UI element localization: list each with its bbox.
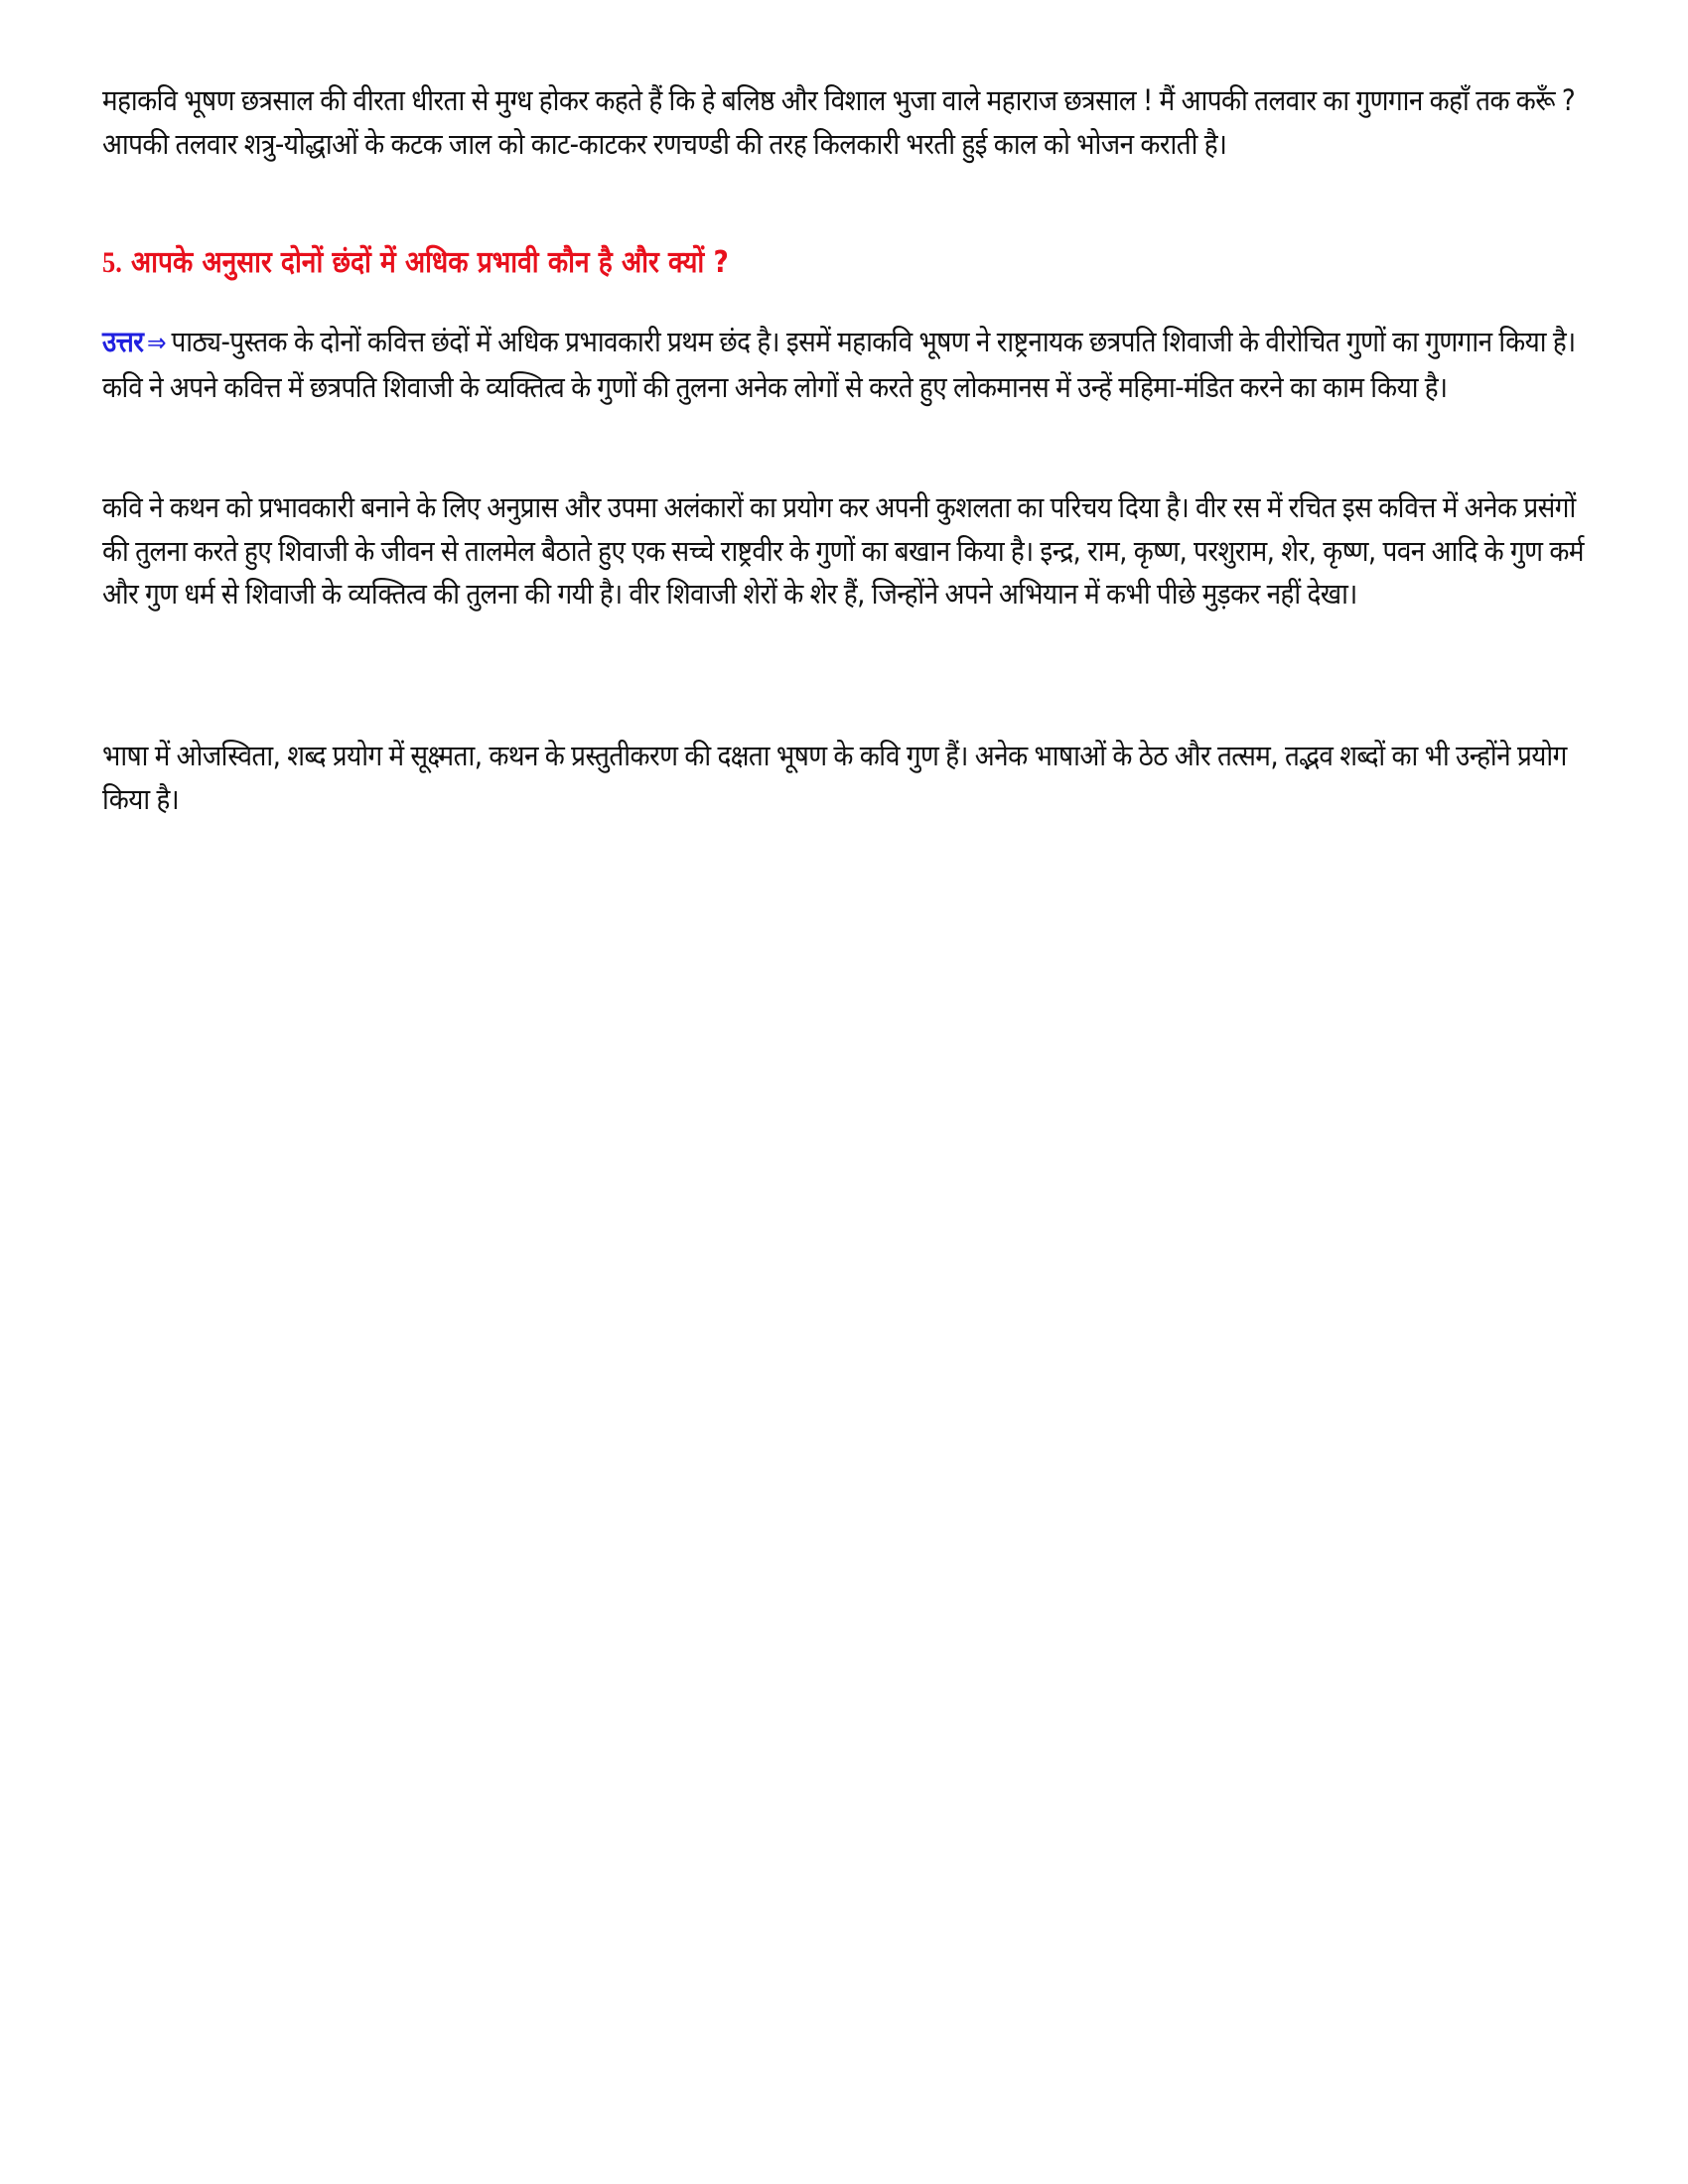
intro-paragraph: महाकवि भूषण छत्रसाल की वीरता धीरता से मुग्ध होकर कहते हैं कि हे बलिष्ठ और विशाल भुजा वाले महाराज छत्रसाल ! मैं आपकी तलवार का गुणगान कहाँ तक करूँ ? आपकी तलवार शत्रु-योद्धाओं के कटक जाल को काट-काटकर रणचण्डी की तरह किलकारी भरती हुई काल को भोजन कराती है। <box>102 83 1576 161</box>
answer-paragraph-3: भाषा में ओजस्विता, शब्द प्रयोग में सूक्ष्मता, कथन के प्रस्तुतीकरण की दक्षता भूषण के कवि गुण हैं। अनेक भाषाओं के ठेठ और तत्सम, तद्भव शब्दों का भी उन्होंने प्रयोग किया है। <box>102 739 1567 816</box>
question-text: आपके अनुसार दोनों छंदों में अधिक प्रभावी कौन है और क्यों ? <box>130 245 729 280</box>
answer-label: उत्तर <box>102 325 144 358</box>
answer-paragraph-2: कवि ने कथन को प्रभावकारी बनाने के लिए अनुप्रास और उपमा अलंकारों का प्रयोग कर अपनी कुशलता का परिचय दिया है। वीर रस में रचित इस कवित्त में अनेक प्रसंगों की तुलना करते हुए शिवाजी के जीवन से तालमेल बैठाते हुए एक सच्चे राष्ट्रवीर के गुणों का बखान किया है। इन्द्र, राम, कृष्ण, परशुराम, शेर, कृष्ण, पवन आदि के गुण कर्म और गुण धर्म से शिवाजी के व्यक्तित्व की तुलना की गयी है। वीर शिवाजी शेरों के शेर हैं, जिन्होंने अपने अभियान में कभी पीछे मुड़कर नहीं देखा। <box>102 490 1584 611</box>
question-number: 5. <box>102 246 122 279</box>
arrow-right-icon: ⇒ <box>147 329 167 358</box>
answer-paragraph-1 <box>102 321 1586 409</box>
question-heading <box>102 240 729 281</box>
answer-paragraph-1-text: पाठ्य-पुस्तक के दोनों कवित्त छंदों में अधिक प्रभावकारी प्रथम छंद है। इसमें महाकवि भूषण ने राष्ट्रनायक छत्रपति शिवाजी के वीरोचित गुणों का गुणगान किया है। कवि ने अपने कवित्त में छत्रपति शिवाजी के व्यक्तित्व के गुणों की तुलना अनेक लोगों से करते हुए लोकमानस में उन्हें महिमा-मंडित करने का काम किया है। <box>102 325 1576 404</box>
